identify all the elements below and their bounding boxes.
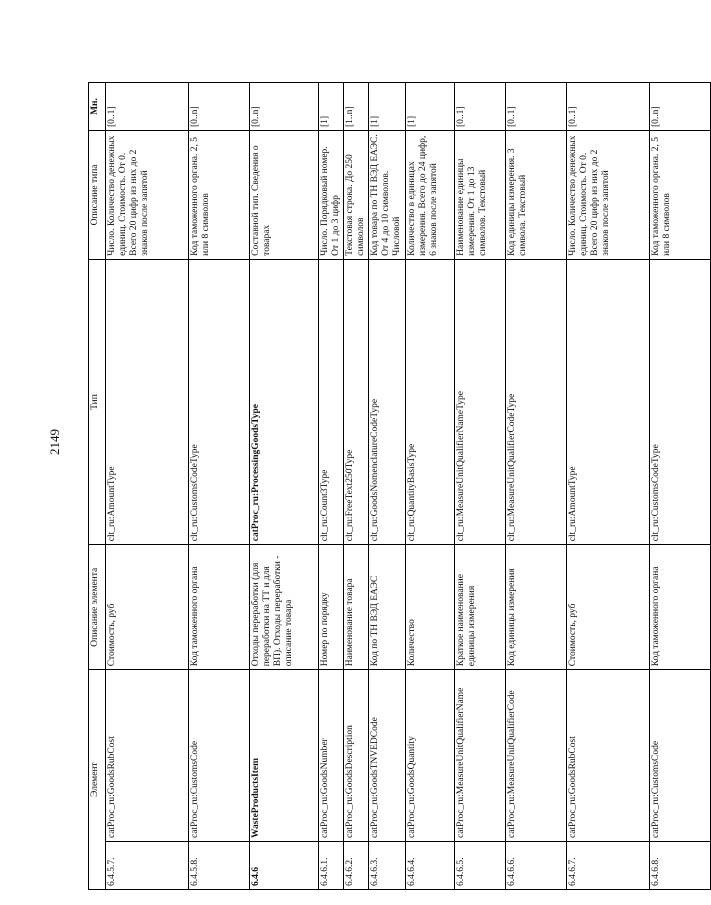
row-number: 6.4.5.8. [189, 842, 250, 890]
header-element-desc: Описание элемента [89, 545, 106, 670]
row-element: catProc_ru:GoodsRubCost [106, 670, 189, 842]
row-type: clt_ru:CustomsCodeType [189, 259, 250, 544]
row-number: 6.4.5.7. [106, 842, 189, 890]
row-type: clt_ru:GoodsNomenclatureCodeType [369, 259, 406, 544]
row-type-desc: Число. Порядковый номер. От 1 до 3 цифр [319, 131, 344, 260]
row-number: 6.4.6.5. [455, 842, 506, 890]
row-mn: [0..n] [650, 83, 711, 131]
page-number: 2149 [47, 429, 62, 455]
header-element: Элемент [89, 670, 106, 890]
row-element: catProc_ru:GoodsNumber [319, 670, 344, 842]
row-type-desc: Код таможенного органа. 2, 5 или 8 символов [650, 131, 711, 260]
row-type: clt_ru:FreeText250Type [344, 259, 369, 544]
row-element-desc: Наименование товара [344, 545, 369, 670]
table-row [567, 83, 650, 890]
row-type: clt_ru:MeasureUnitQualifierCodeType [506, 259, 567, 544]
row-mn: [0..n] [250, 83, 319, 131]
table-row [506, 83, 567, 890]
table-row [369, 83, 406, 890]
row-element-desc: Код единицы измерения [506, 545, 567, 670]
row-element-desc: Отходы переработки (для переработки на ТТ и для ВП). Отходы переработки - описание товара [250, 545, 319, 670]
row-type-desc: Составной тип. Сведения о товарах [250, 131, 319, 260]
row-element-desc: Краткое наименование единицы измерения [455, 545, 506, 670]
table-row [455, 83, 506, 890]
row-type-desc: Количество в единицах измерения. Всего до 24 цифр, 6 знаков после запятой [406, 131, 455, 260]
row-number: 6.4.6.8. [650, 842, 711, 890]
row-mn: [0..1] [506, 83, 567, 131]
row-type: clt_ru:AmountType [567, 259, 650, 544]
row-element-desc: Стоимость, руб [106, 545, 189, 670]
row-type: catProc_ru:ProcessingGoodsType [250, 259, 319, 544]
table-row [650, 83, 711, 890]
row-number: 6.4.6.7. [567, 842, 650, 890]
row-mn: [0..n] [189, 83, 250, 131]
row-type: clt_ru:AmountType [106, 259, 189, 544]
row-type: clt_ru:QuantityBasisType [406, 259, 455, 544]
row-element: catProc_ru:MeasureUnitQualifierCode [506, 670, 567, 842]
row-number: 6.4.6 [250, 842, 319, 890]
row-type-desc: Код единицы измерения. 3 символа. Текстовый [506, 131, 567, 260]
row-type-desc: Код таможенного органа. 2, 5 или 8 символов [189, 131, 250, 260]
row-mn: [1] [319, 83, 344, 131]
row-element: catProc_ru:CustomsCode [650, 670, 711, 842]
table-row [406, 83, 455, 890]
row-element-desc: Количество [406, 545, 455, 670]
row-element: catProc_ru:GoodsTNVEDCode [369, 670, 406, 842]
row-element-desc: Код таможенного органа [650, 545, 711, 670]
row-element-desc: Номер по порядку [319, 545, 344, 670]
row-type-desc: Текстовая строка. До 250 символов [344, 131, 369, 260]
row-mn: [1] [369, 83, 406, 131]
row-mn: [1] [406, 83, 455, 131]
row-element-desc: Стоимость, руб [567, 545, 650, 670]
row-type: clt_ru:Count3Type [319, 259, 344, 544]
header-type-desc: Описание типа [89, 131, 106, 260]
row-number: 6.4.6.4. [406, 842, 455, 890]
row-number: 6.4.6.6. [506, 842, 567, 890]
row-element: catProc_ru:GoodsQuantity [406, 670, 455, 842]
row-number: 6.4.6.3. [369, 842, 406, 890]
row-type: clt_ru:CustomsCodeType [650, 259, 711, 544]
row-element: catProc_ru:MeasureUnitQualifierName [455, 670, 506, 842]
row-number: 6.4.6.2. [344, 842, 369, 890]
row-mn: [1..n] [344, 83, 369, 131]
row-number: 6.4.6.1. [319, 842, 344, 890]
table-row [344, 83, 369, 890]
table-row [189, 83, 250, 890]
row-mn: [0..1] [106, 83, 189, 131]
header-mn: Мн. [89, 83, 106, 131]
row-element: catProc_ru:CustomsCode [189, 670, 250, 842]
table-row-section [250, 83, 319, 890]
row-type-desc: Число. Количество денежных единиц. Стоимость. От 0. Всего 20 цифр из них до 2 знаков после запятой [567, 131, 650, 260]
row-mn: [0..1] [455, 83, 506, 131]
row-type-desc: Наименование единицы измерения. От 1 до 13 символов. Текстовый [455, 131, 506, 260]
row-element-desc: Код таможенного органа [189, 545, 250, 670]
row-element: catProc_ru:GoodsRubCost [567, 670, 650, 842]
row-element: catProc_ru:GoodsDescription [344, 670, 369, 842]
row-type: clt_ru:MeasureUnitQualifierNameType [455, 259, 506, 544]
row-type-desc: Код товара по ТН ВЭД ЕАЭС. От 4 до 10 символов. Числовой [369, 131, 406, 260]
row-element-desc: Код по ТН ВЭД ЕАЭС [369, 545, 406, 670]
table-header-row [89, 83, 106, 890]
header-type: Тип [89, 259, 106, 544]
row-element: WasteProductsItem [250, 670, 319, 842]
rotated-table-container [88, 82, 672, 890]
row-mn: [0..1] [567, 83, 650, 131]
table-row [319, 83, 344, 890]
data-table [88, 82, 711, 890]
row-type-desc: Число. Количество денежных единиц. Стоимость. От 0. Всего 20 цифр из них до 2 знаков после запятой [106, 131, 189, 260]
table-row [106, 83, 189, 890]
